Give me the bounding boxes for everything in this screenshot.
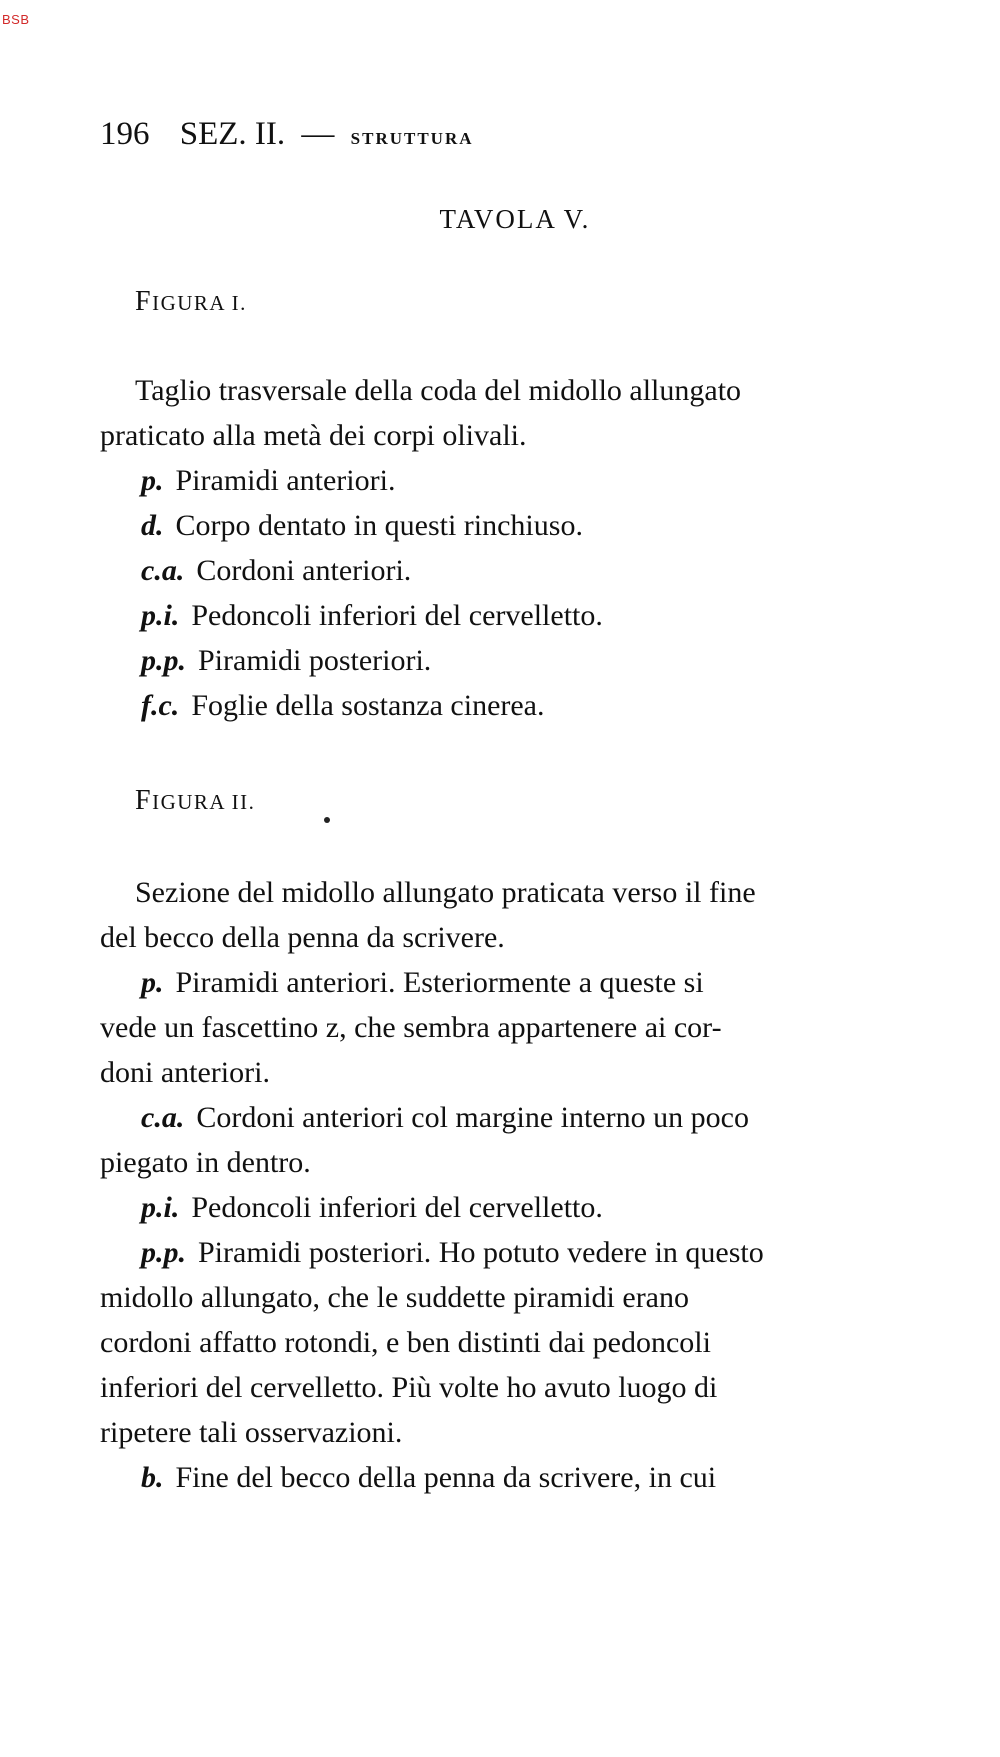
item-text: Pedoncoli inferiori del cervelletto. xyxy=(191,599,603,632)
figure-2-item-pp-line-2: midollo allungato, che le suddette piramidi erano xyxy=(100,1281,689,1314)
item-text: Piramidi anteriori. Esteriormente a queste si xyxy=(175,966,704,999)
running-header xyxy=(100,116,474,153)
ink-speck xyxy=(324,817,330,823)
item-text: Piramidi anteriori. xyxy=(175,464,396,497)
figure-2-heading-initial: F xyxy=(135,785,153,816)
figure-2-item-p-line-3: doni anteriori. xyxy=(100,1056,270,1089)
figure-1-item xyxy=(141,601,603,631)
item-text: Fine del becco della penna da scrivere, in cui xyxy=(175,1461,717,1494)
item-text: Piramidi posteriori. xyxy=(198,644,432,677)
item-abbreviation: c.a. xyxy=(141,554,185,587)
page-number: 196 xyxy=(100,116,150,152)
figure-1-item xyxy=(141,466,395,496)
figure-1-item xyxy=(141,646,431,676)
item-abbreviation: p.i. xyxy=(141,599,180,632)
figure-2-item-b xyxy=(141,1463,716,1493)
header-dash: — xyxy=(301,116,335,152)
figure-2-item-pp-line-4: inferiori del cervelletto. Più volte ho avuto luogo di xyxy=(100,1371,718,1404)
figure-1-heading-rest: IGURA I. xyxy=(152,291,247,315)
figure-2-intro-line-1: Sezione del midollo allungato praticata verso il fine xyxy=(135,876,756,909)
item-text: Cordoni anteriori col margine interno un poco xyxy=(196,1101,749,1134)
figure-1-heading xyxy=(135,286,247,318)
item-abbreviation: c.a. xyxy=(141,1101,185,1134)
figure-1-item xyxy=(141,511,583,541)
figure-1-heading-initial: F xyxy=(135,286,153,317)
figure-2-item-ca xyxy=(141,1103,749,1133)
figure-1-intro-line-2: praticato alla metà dei corpi olivali. xyxy=(100,419,527,452)
figure-1-item xyxy=(141,691,545,721)
item-text: Cordoni anteriori. xyxy=(196,554,412,587)
figure-2-item-pp-line-5: ripetere tali osservazioni. xyxy=(100,1416,403,1449)
figure-1-intro-line-1: Taglio trasversale della coda del midollo allungato xyxy=(135,374,742,407)
figure-2-heading xyxy=(135,785,255,817)
figure-2-item-pp-line-3: cordoni affatto rotondi, e ben distinti dai pedoncoli xyxy=(100,1326,711,1359)
item-abbreviation: p. xyxy=(141,966,164,999)
figure-2-item-pp xyxy=(141,1238,764,1268)
plate-title: TAVOLA V. xyxy=(439,204,591,234)
item-text: Corpo dentato in questi rinchiuso. xyxy=(175,509,583,542)
library-watermark: BSB xyxy=(2,12,30,27)
figure-2-heading-rest: IGURA II. xyxy=(152,790,256,814)
item-abbreviation: d. xyxy=(141,509,164,542)
figure-2-item-pi xyxy=(141,1193,603,1223)
figure-1-item xyxy=(141,556,411,586)
figure-2-item-ca-line-2: piegato in dentro. xyxy=(100,1146,311,1179)
item-text: Foglie della sostanza cinerea. xyxy=(191,689,545,722)
item-abbreviation: f.c. xyxy=(141,689,180,722)
item-abbreviation: b. xyxy=(141,1461,164,1494)
item-text: Piramidi posteriori. Ho potuto vedere in questo xyxy=(198,1236,764,1269)
item-abbreviation: p.i. xyxy=(141,1191,180,1224)
section-label: SEZ. II. xyxy=(179,116,286,152)
item-abbreviation: p.p. xyxy=(141,644,186,677)
figure-2-item-p xyxy=(141,968,704,998)
item-abbreviation: p.p. xyxy=(141,1236,186,1269)
figure-2-item-p-line-2: vede un fascettino z, che sembra appartenere ai cor- xyxy=(100,1011,722,1044)
item-text: Pedoncoli inferiori del cervelletto. xyxy=(191,1191,603,1224)
figure-2-intro-line-2: del becco della penna da scrivere. xyxy=(100,921,505,954)
header-title: STRUTTURA xyxy=(350,129,474,148)
item-abbreviation: p. xyxy=(141,464,164,497)
